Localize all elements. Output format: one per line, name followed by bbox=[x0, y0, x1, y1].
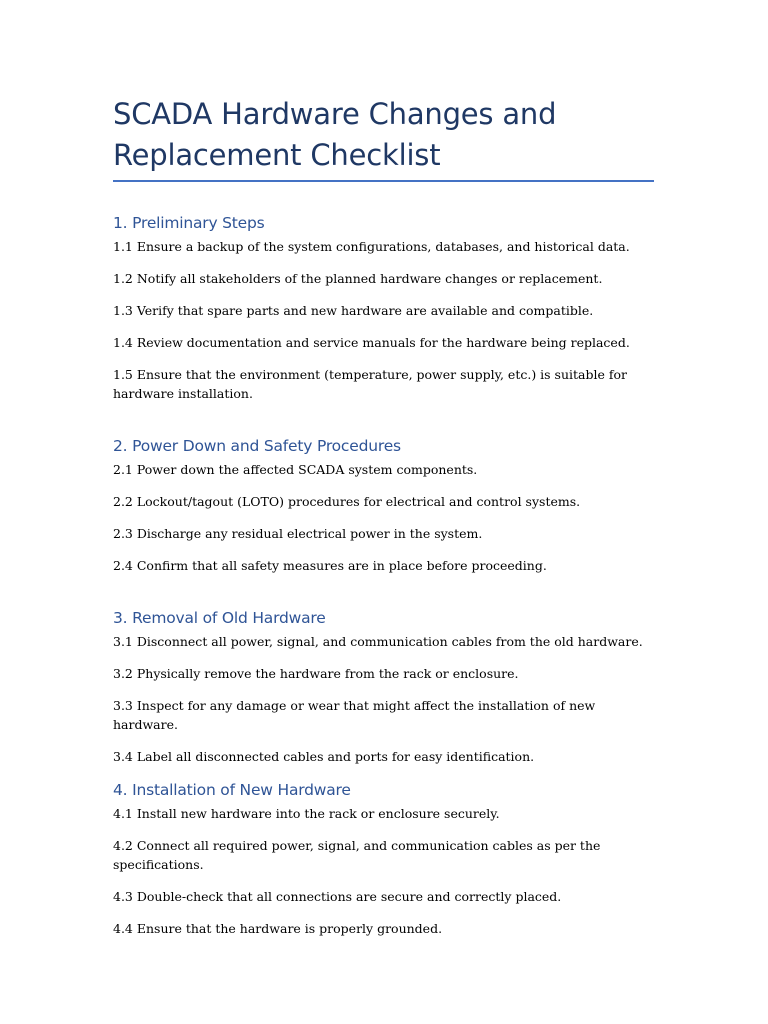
checklist-item: 2.2 Lockout/tagout (LOTO) procedures for electrical and control systems. bbox=[113, 494, 581, 509]
section-removal-old-hardware bbox=[113, 608, 658, 779]
checklist-item: 4.2 Connect all required power, signal, and communication cables as per the specifications. bbox=[113, 838, 601, 872]
checklist-item: 2.1 Power down the affected SCADA system components. bbox=[113, 462, 478, 477]
checklist-item: 4.1 Install new hardware into the rack or enclosure securely. bbox=[113, 806, 500, 821]
document-title: SCADA Hardware Changes and Replacement Checklist bbox=[113, 97, 557, 172]
checklist-item: 4.3 Double-check that all connections are secure and correctly placed. bbox=[113, 889, 562, 904]
checklist-item: 3.1 Disconnect all power, signal, and communication cables from the old hardware. bbox=[113, 634, 643, 649]
checklist-item: 1.2 Notify all stakeholders of the planned hardware changes or replacement. bbox=[113, 271, 603, 286]
checklist-item: 3.4 Label all disconnected cables and ports for easy identification. bbox=[113, 749, 535, 764]
checklist-item: 4.4 Ensure that the hardware is properly grounded. bbox=[113, 921, 443, 936]
checklist-item: 1.4 Review documentation and service manuals for the hardware being replaced. bbox=[113, 335, 630, 350]
title-divider bbox=[113, 180, 654, 182]
checklist-item: 2.4 Confirm that all safety measures are in place before proceeding. bbox=[113, 558, 547, 573]
checklist-item: 1.3 Verify that spare parts and new hardware are available and compatible. bbox=[113, 303, 594, 318]
section-heading: 4. Installation of New Hardware bbox=[113, 781, 351, 799]
section-heading: 1. Preliminary Steps bbox=[113, 214, 265, 232]
section-heading: 3. Removal of Old Hardware bbox=[113, 609, 326, 627]
checklist-item: 1.1 Ensure a backup of the system configurations, databases, and historical data. bbox=[113, 239, 630, 254]
checklist-item: 1.5 Ensure that the environment (temperature, power supply, etc.) is suitable for hardware installation. bbox=[113, 367, 627, 401]
section-heading: 2. Power Down and Safety Procedures bbox=[113, 437, 401, 455]
section-power-down-safety bbox=[113, 436, 658, 588]
checklist-item: 2.3 Discharge any residual electrical power in the system. bbox=[113, 526, 483, 541]
section-installation-new-hardware bbox=[113, 780, 658, 951]
checklist-item: 3.3 Inspect for any damage or wear that might affect the installation of new hardware. bbox=[113, 698, 596, 732]
section-preliminary-steps bbox=[113, 213, 658, 416]
checklist-item: 3.2 Physically remove the hardware from the rack or enclosure. bbox=[113, 666, 519, 681]
